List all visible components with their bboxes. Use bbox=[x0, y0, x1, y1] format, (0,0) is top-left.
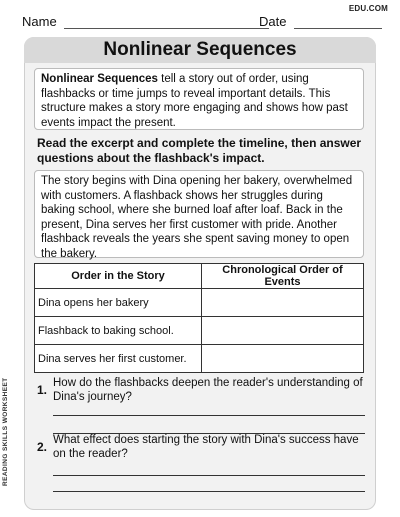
name-line[interactable] bbox=[64, 28, 269, 29]
date-line[interactable] bbox=[294, 28, 382, 29]
column-header-chronological: Chronological Order of Events bbox=[202, 264, 364, 289]
question-number: 1. bbox=[37, 383, 48, 397]
intro-term: Nonlinear Sequences bbox=[41, 73, 158, 85]
column-header-order: Order in the Story bbox=[35, 264, 202, 289]
chronological-answer-cell[interactable] bbox=[202, 345, 364, 373]
story-order-cell: Dina serves her first customer. bbox=[35, 345, 202, 373]
name-label: Name bbox=[22, 14, 57, 29]
timeline-table bbox=[34, 263, 364, 373]
answer-line[interactable] bbox=[53, 415, 365, 416]
answer-line[interactable] bbox=[53, 475, 365, 476]
answer-line[interactable] bbox=[53, 491, 365, 492]
story-order-cell: Flashback to baking school. bbox=[35, 317, 202, 345]
question-text: How do the flashbacks deepen the reader's understanding of Dina's journey? bbox=[53, 377, 363, 403]
page-title: Nonlinear Sequences bbox=[24, 37, 376, 63]
intro-box bbox=[34, 68, 364, 130]
edu-logo: EDU.COM bbox=[348, 4, 388, 13]
question-text: What effect does starting the story with Dina's success have on the reader? bbox=[53, 434, 359, 460]
chronological-answer-cell[interactable] bbox=[202, 289, 364, 317]
story-order-cell: Dina opens her bakery bbox=[35, 289, 202, 317]
question-number: 2. bbox=[37, 440, 48, 454]
name-date-row bbox=[22, 14, 382, 32]
table-row bbox=[35, 289, 364, 317]
intro-text: tell a story out of order, using flashbacks or time jumps to reveal important details. This structure makes a story more engaging and shows how past events impact the present. bbox=[41, 73, 348, 129]
table-row bbox=[35, 317, 364, 345]
instructions: Read the excerpt and complete the timeline, then answer questions about the flashback's impact. bbox=[37, 136, 362, 165]
date-label: Date bbox=[259, 14, 287, 29]
side-label: READING SKILLS WORKSHEET bbox=[2, 377, 9, 486]
story-excerpt: The story begins with Dina opening her bakery, overwhelmed with customers. A flashback shows her struggles during baking school, where she burned loaf after loaf. Back in the present, Dina serves her first customer with pride. Another flashback reveals the years she spent saving money to open the bakery. bbox=[34, 170, 364, 258]
table-header-row bbox=[35, 264, 364, 289]
table-row bbox=[35, 345, 364, 373]
chronological-answer-cell[interactable] bbox=[202, 317, 364, 345]
